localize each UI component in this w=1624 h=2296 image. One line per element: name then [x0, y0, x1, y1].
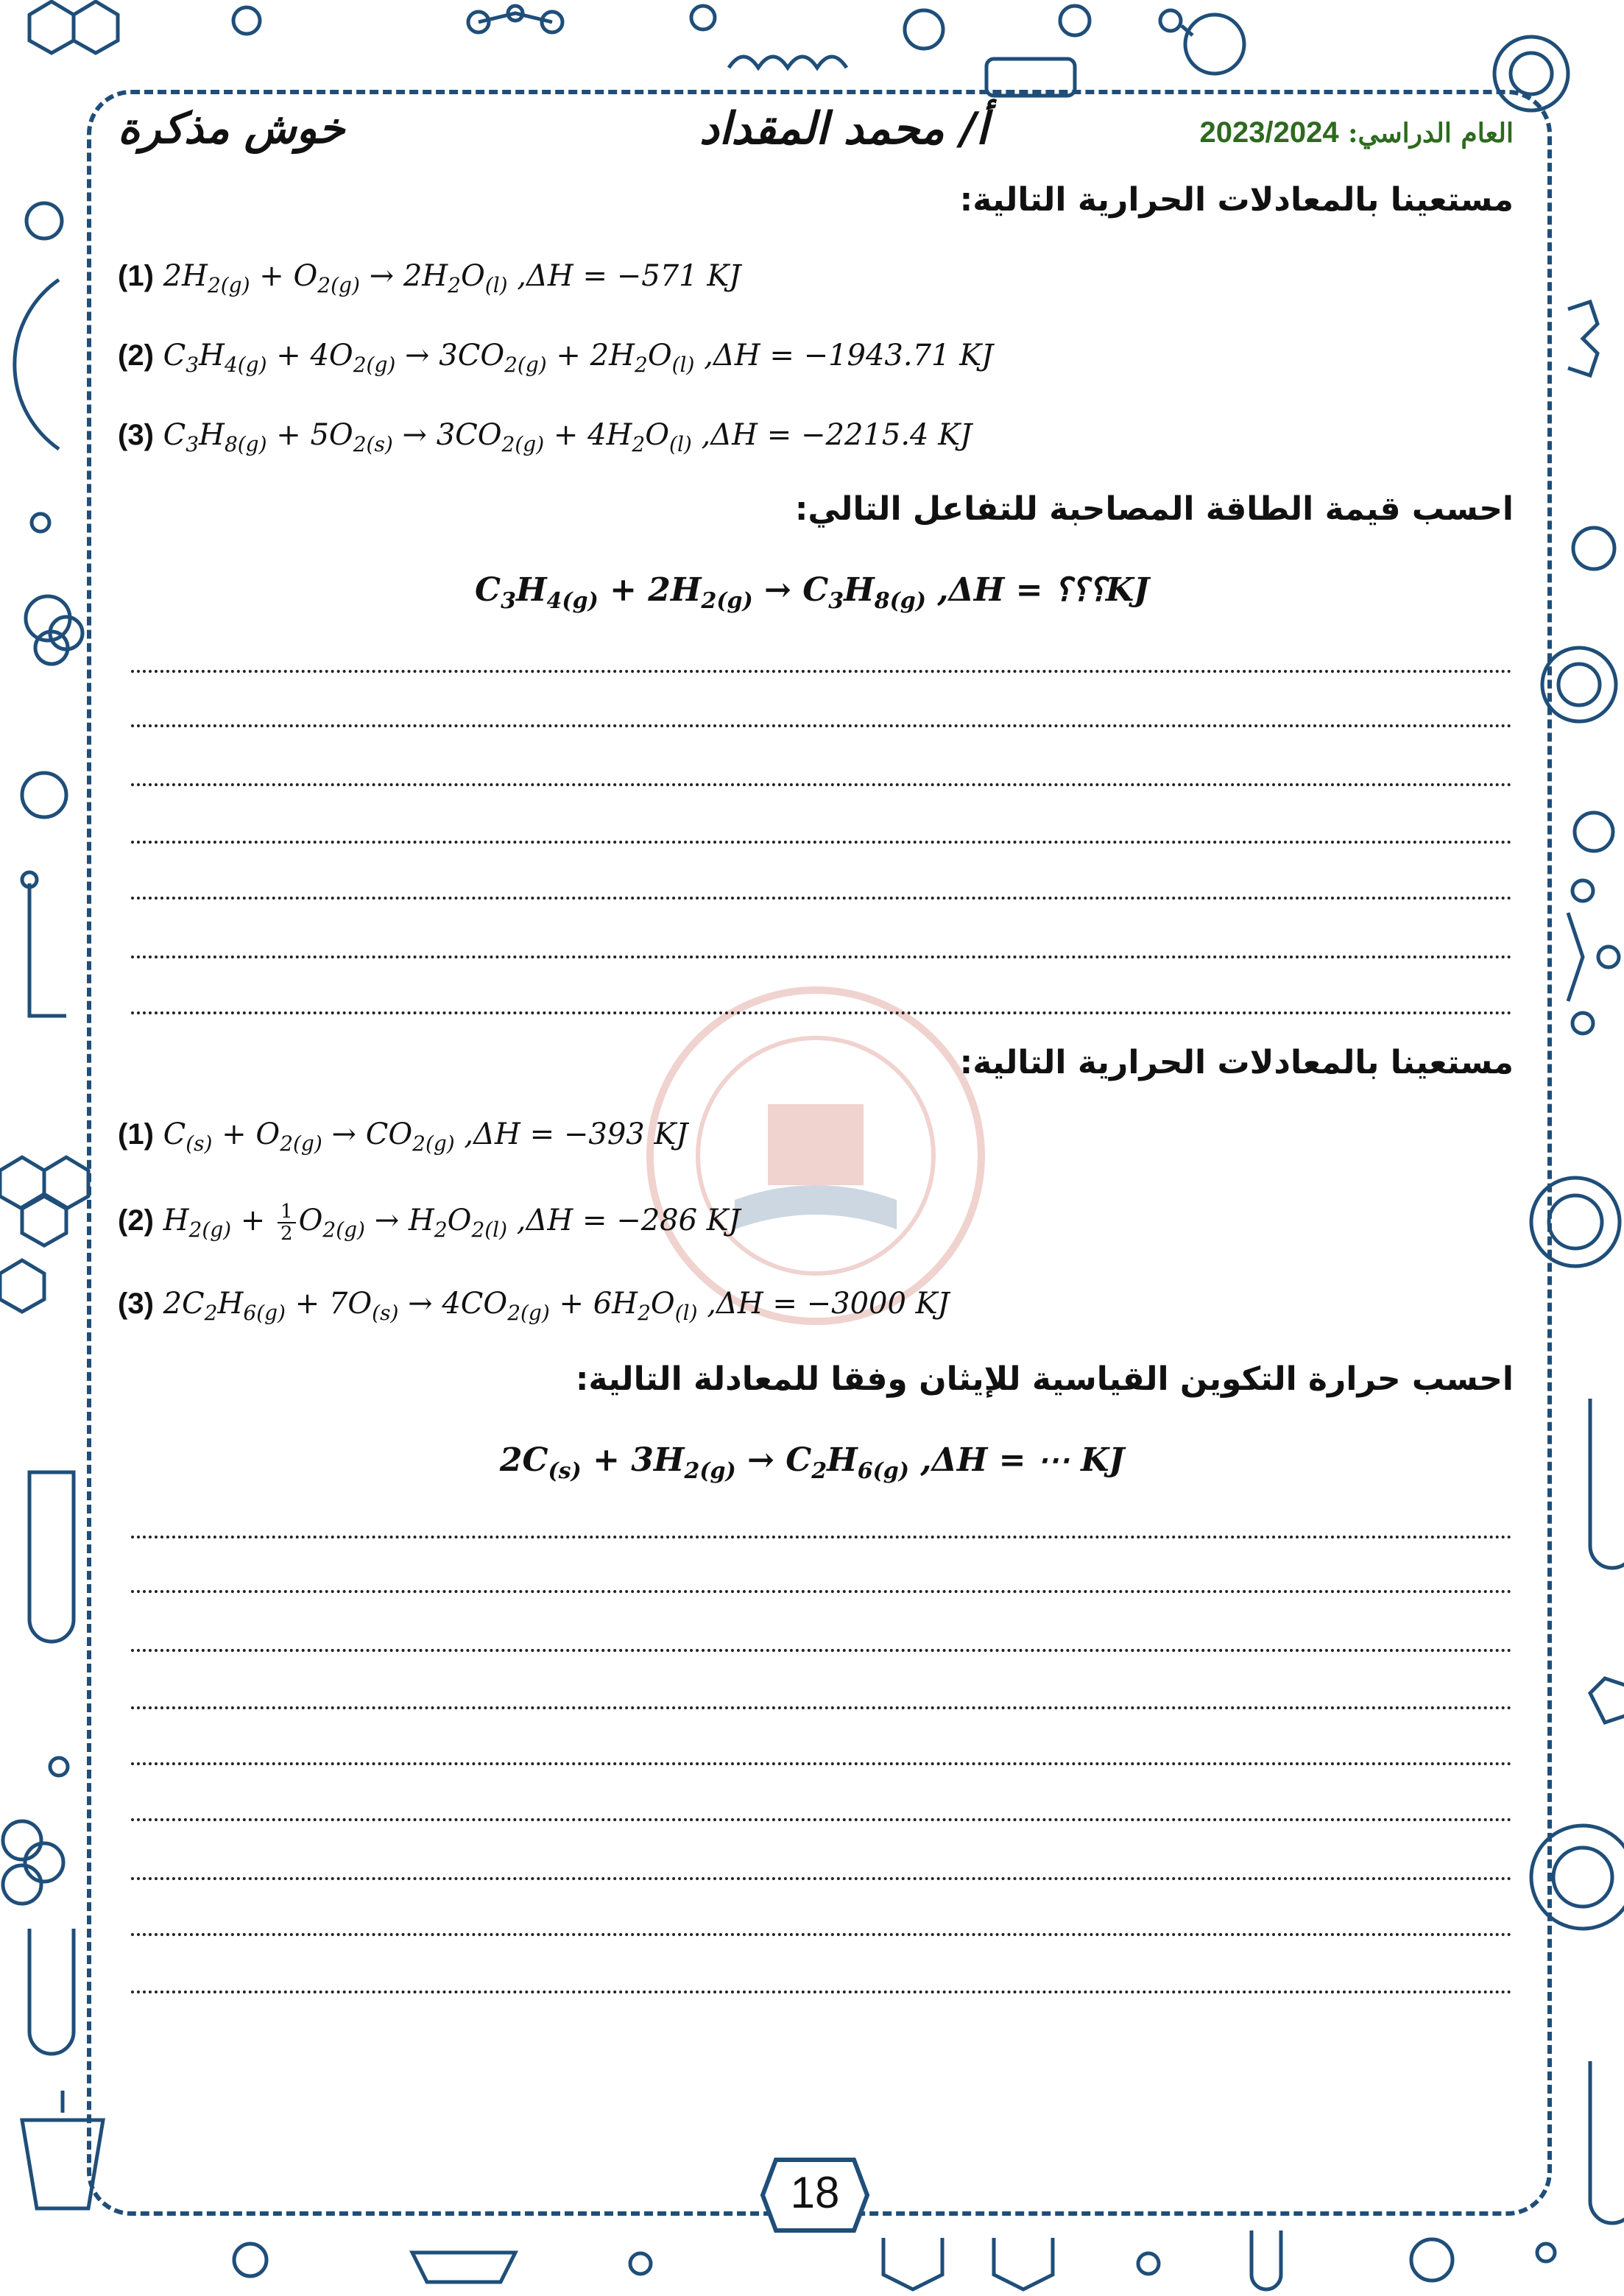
answer-line — [131, 1706, 1512, 1709]
equation-number: (1) — [118, 260, 154, 292]
answer-line — [131, 897, 1512, 900]
brand-name: خوش مذكرة — [118, 103, 345, 153]
academic-year-value: 2023/2024 — [1199, 116, 1339, 149]
section2-target-equation: $2C_{(s)} + 3H_{2(g)} \to C_2H_{6(g)}$ ,ΔH = ⋯ KJ — [499, 1441, 1125, 1484]
section1-equation-3: (3) $C_3H_{8(g)} + 5O_{2(s)} \to 3CO_{2(g)} + 4H_2O_{(l)}$ ,ΔH = −2215.4 KJ — [118, 418, 972, 456]
answer-line — [131, 1818, 1512, 1821]
teacher-name: أ/ محمد المقداد — [699, 103, 989, 155]
answer-line — [131, 1991, 1512, 1993]
answer-line — [131, 841, 1512, 844]
answer-line — [131, 1011, 1512, 1014]
section2-equation-2: (2) $H_{2(g)}$ + $\frac{1}{2}$ $O_{2(g)} \to H_2O_{2(l)}$ ,ΔH = −286 KJ — [118, 1201, 741, 1245]
answer-line — [131, 1536, 1512, 1539]
answer-line — [131, 1933, 1512, 1936]
answer-line — [131, 670, 1512, 673]
section1-equation-1: (1) $2H_{2(g)} + O_{2(g)} \to 2H_2O_{(l)}$ ,ΔH = −571 KJ — [118, 259, 741, 297]
answer-line — [131, 724, 1512, 727]
section2-equation-3: (3) $2C_2H_{6(g)} + 7O_{(s)} \to 4CO_{2(g)} + 6H_2O_{(l)}$ ,ΔH = −3000 KJ — [118, 1287, 950, 1325]
equation-number: (1) — [118, 1118, 154, 1151]
equation-number: (3) — [118, 419, 154, 451]
section2-heading: مستعينا بالمعادلات الحرارية التالية: — [959, 1044, 1514, 1081]
section1-target-equation: $C_3H_{4(g)} + 2H_{2(g)} \to C_3H_{8(g)}$ ,ΔH = ؟؟؟KJ — [475, 571, 1149, 614]
equation-number: (2) — [118, 1204, 154, 1237]
answer-line — [131, 1590, 1512, 1593]
answer-line — [131, 1762, 1512, 1765]
academic-year — [1200, 116, 1514, 149]
section2-equation-1: (1) $C_{(s)} + O_{2(g)} \to CO_{2(g)}$ ,ΔH = −393 KJ — [118, 1117, 688, 1156]
answer-line — [131, 783, 1512, 786]
section1-heading: مستعينا بالمعادلات الحرارية التالية: — [959, 181, 1514, 219]
answer-line — [131, 1649, 1512, 1652]
answer-line — [131, 1877, 1512, 1880]
answer-line — [131, 956, 1512, 958]
equation-number: (3) — [118, 1287, 154, 1320]
equation-number: (2) — [118, 339, 154, 372]
watermark-stamp — [639, 979, 992, 1332]
section1-question: احسب قيمة الطاقة المصاحبة للتفاعل التالي: — [794, 490, 1514, 528]
section2-question: احسب حرارة التكوين القياسية للإيثان وفقا للمعادلة التالية: — [575, 1360, 1514, 1398]
academic-year-label: العام الدراسي: — [1348, 118, 1514, 149]
section1-equation-2: (2) $C_3H_{4(g)} + 4O_{2(g)} \to 3CO_{2(g)} + 2H_2O_{(l)}$ ,ΔH = −1943.71 KJ — [118, 339, 994, 377]
page-number: 18 — [790, 2168, 840, 2217]
